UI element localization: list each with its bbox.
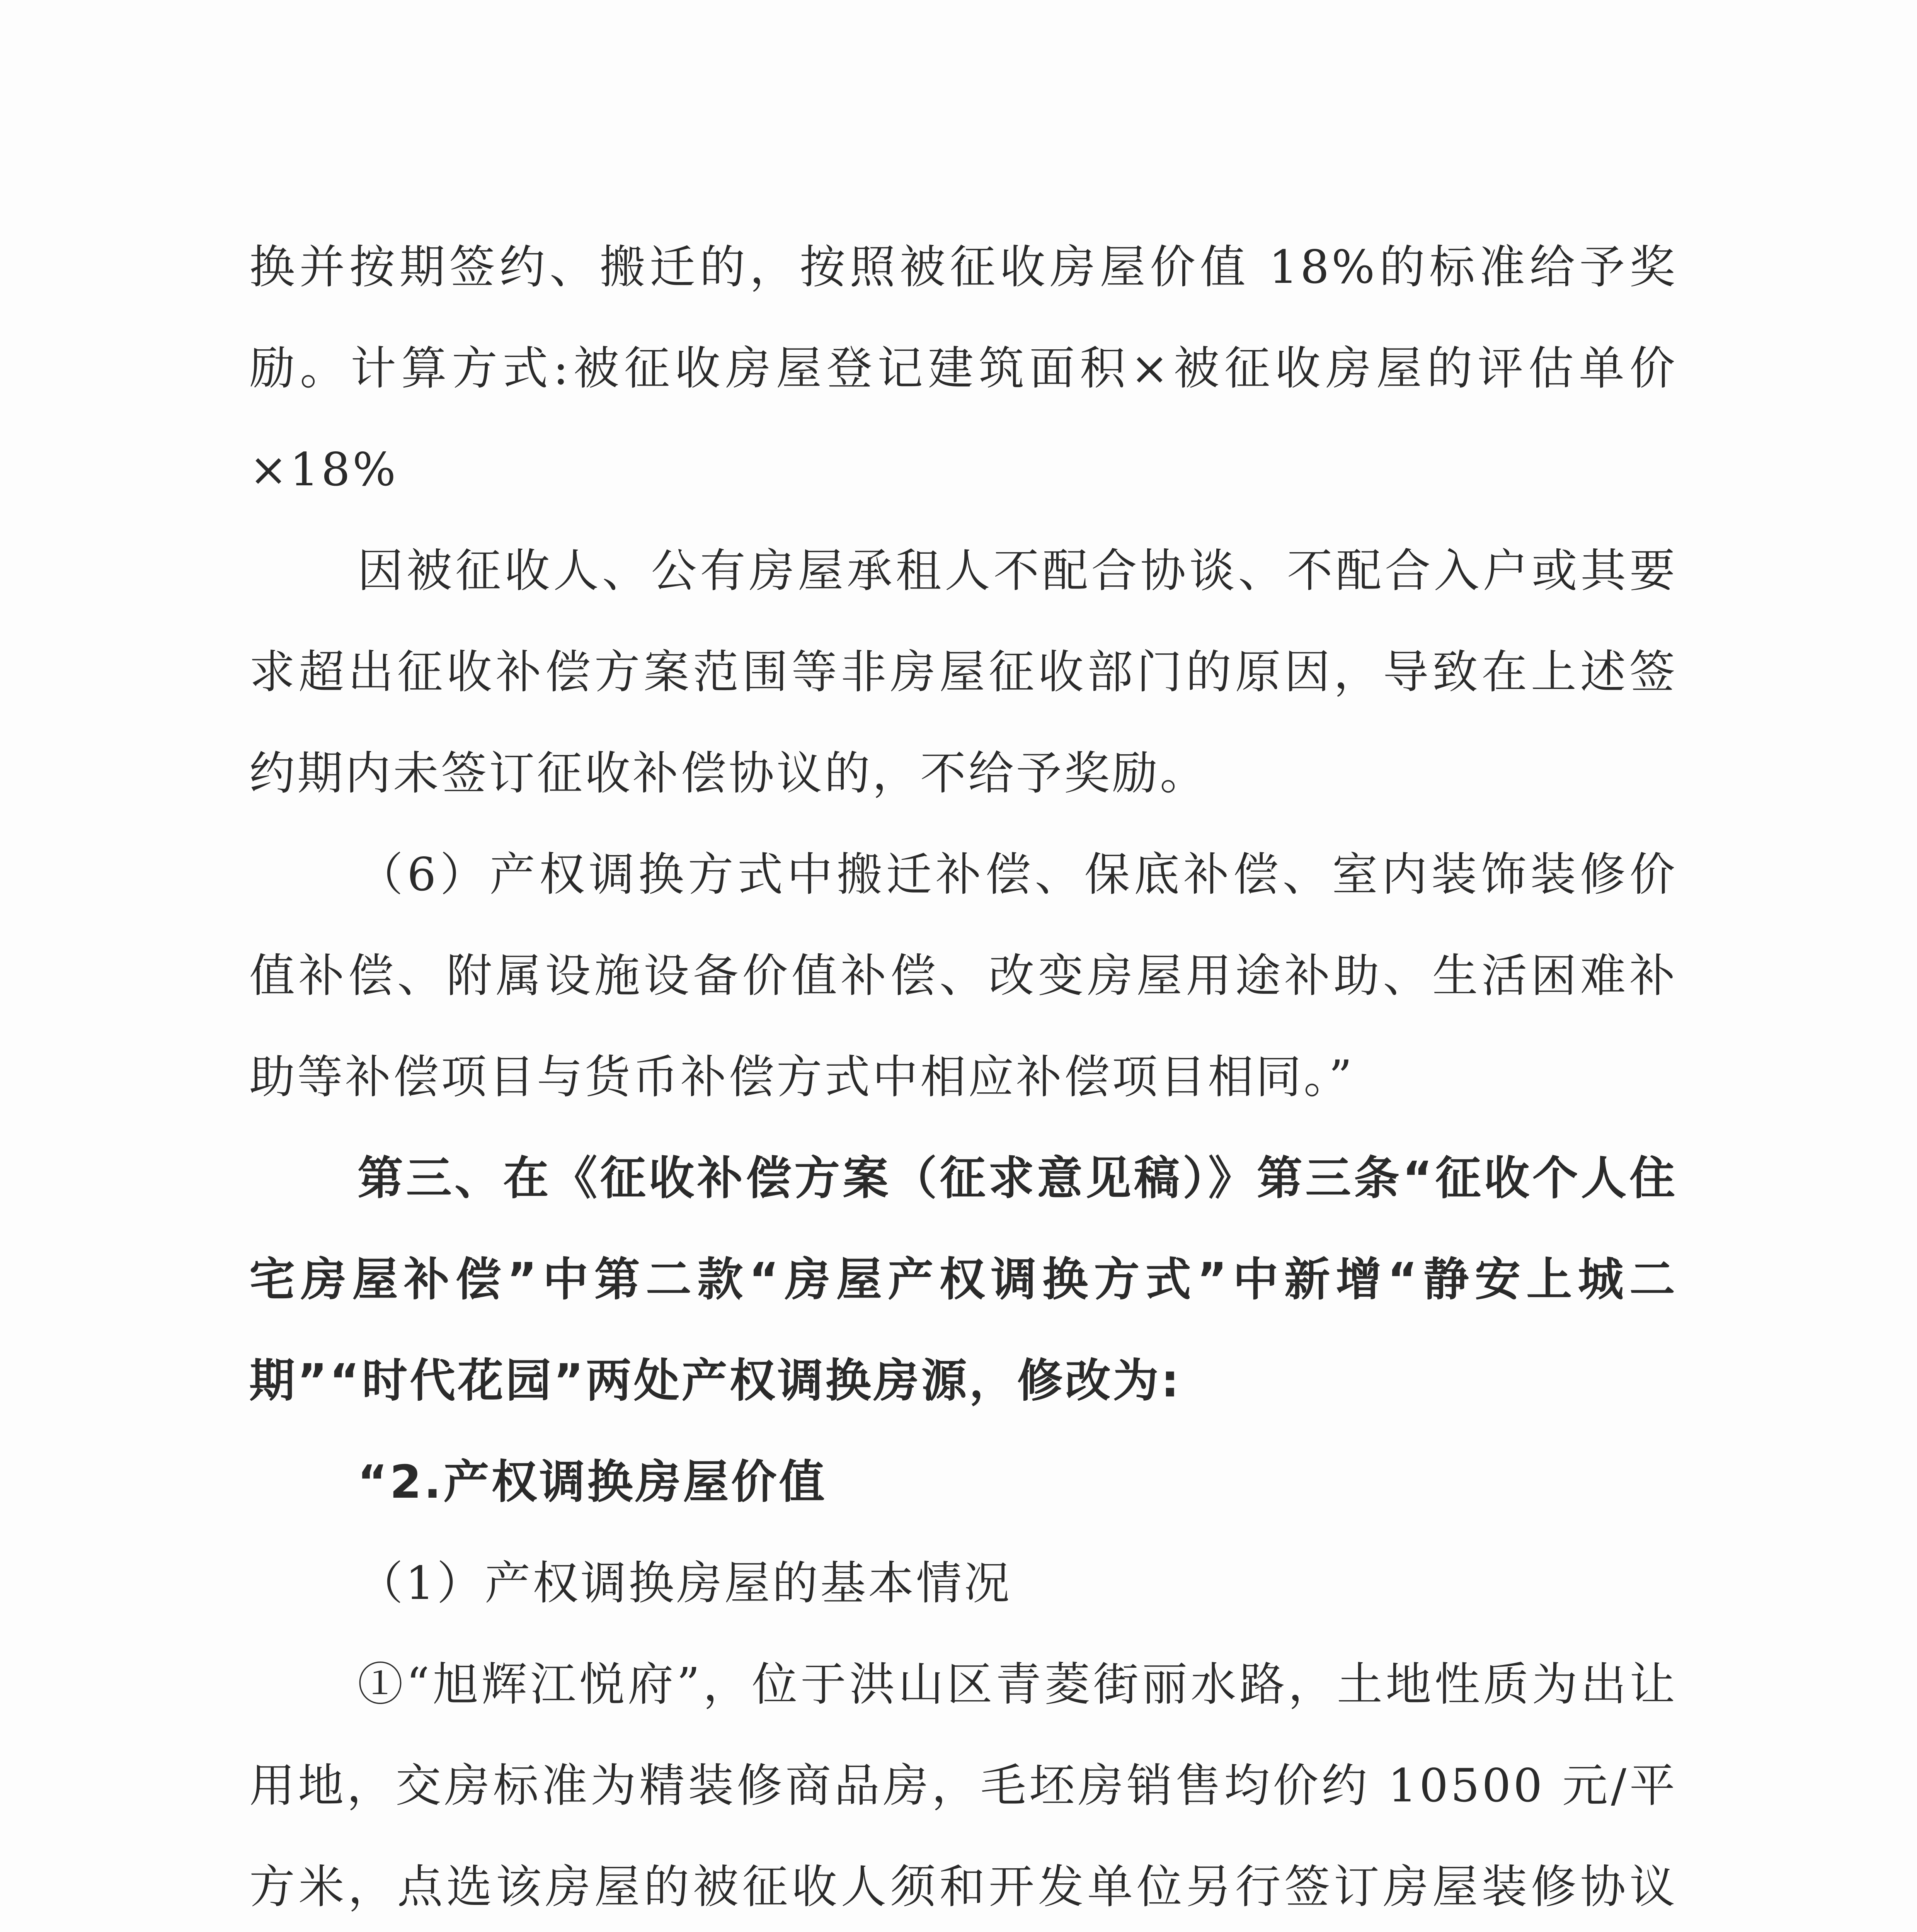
subheading-basic-info: （1）产权调换房屋的基本情况 <box>358 1556 1012 1610</box>
body-text <box>249 216 1677 1932</box>
heading-property-value: “2.产权调换房屋价值 <box>358 1455 827 1509</box>
paragraph-item-6: （6）产权调换方式中搬迁补偿、保底补偿、室内装饰装修价值补偿、附属设施设备价值补偿、改变房屋用途补助、生活困难补助等补偿项目与货币补偿方式中相应补偿项目相同。” <box>249 848 1677 1104</box>
paragraph-reward-calculation: 换并按期签约、搬迁的，按照被征收房屋价值 18%的标准给予奖励。计算方式:被征收房屋登记建筑面积×被征收房屋的评估单价×18% <box>249 240 1677 496</box>
paragraph-no-reward: 因被征收人、公有房屋承租人不配合协谈、不配合入户或其要求超出征收补偿方案范围等非房屋征收部门的原因，导致在上述签约期内未签订征收补偿协议的，不给予奖励。 <box>249 544 1677 800</box>
list-item-1: ①“旭辉江悦府”，位于洪山区青菱街丽水路，土地性质为出让用地，交房标准为精装修商品房，毛坯房销售均价约 10500 元/平方米，点选该房屋的被征收人须和开发单位另行签订房屋装修协议 <box>249 1658 1677 1913</box>
paragraph-section-three: 第三、在《征收补偿方案（征求意见稿）》第三条“征收个人住宅房屋补偿”中第二款“房屋产权调换方式”中新增“静安上城二期”“时代花园”两处产权调换房源，修改为: <box>249 1151 1677 1407</box>
